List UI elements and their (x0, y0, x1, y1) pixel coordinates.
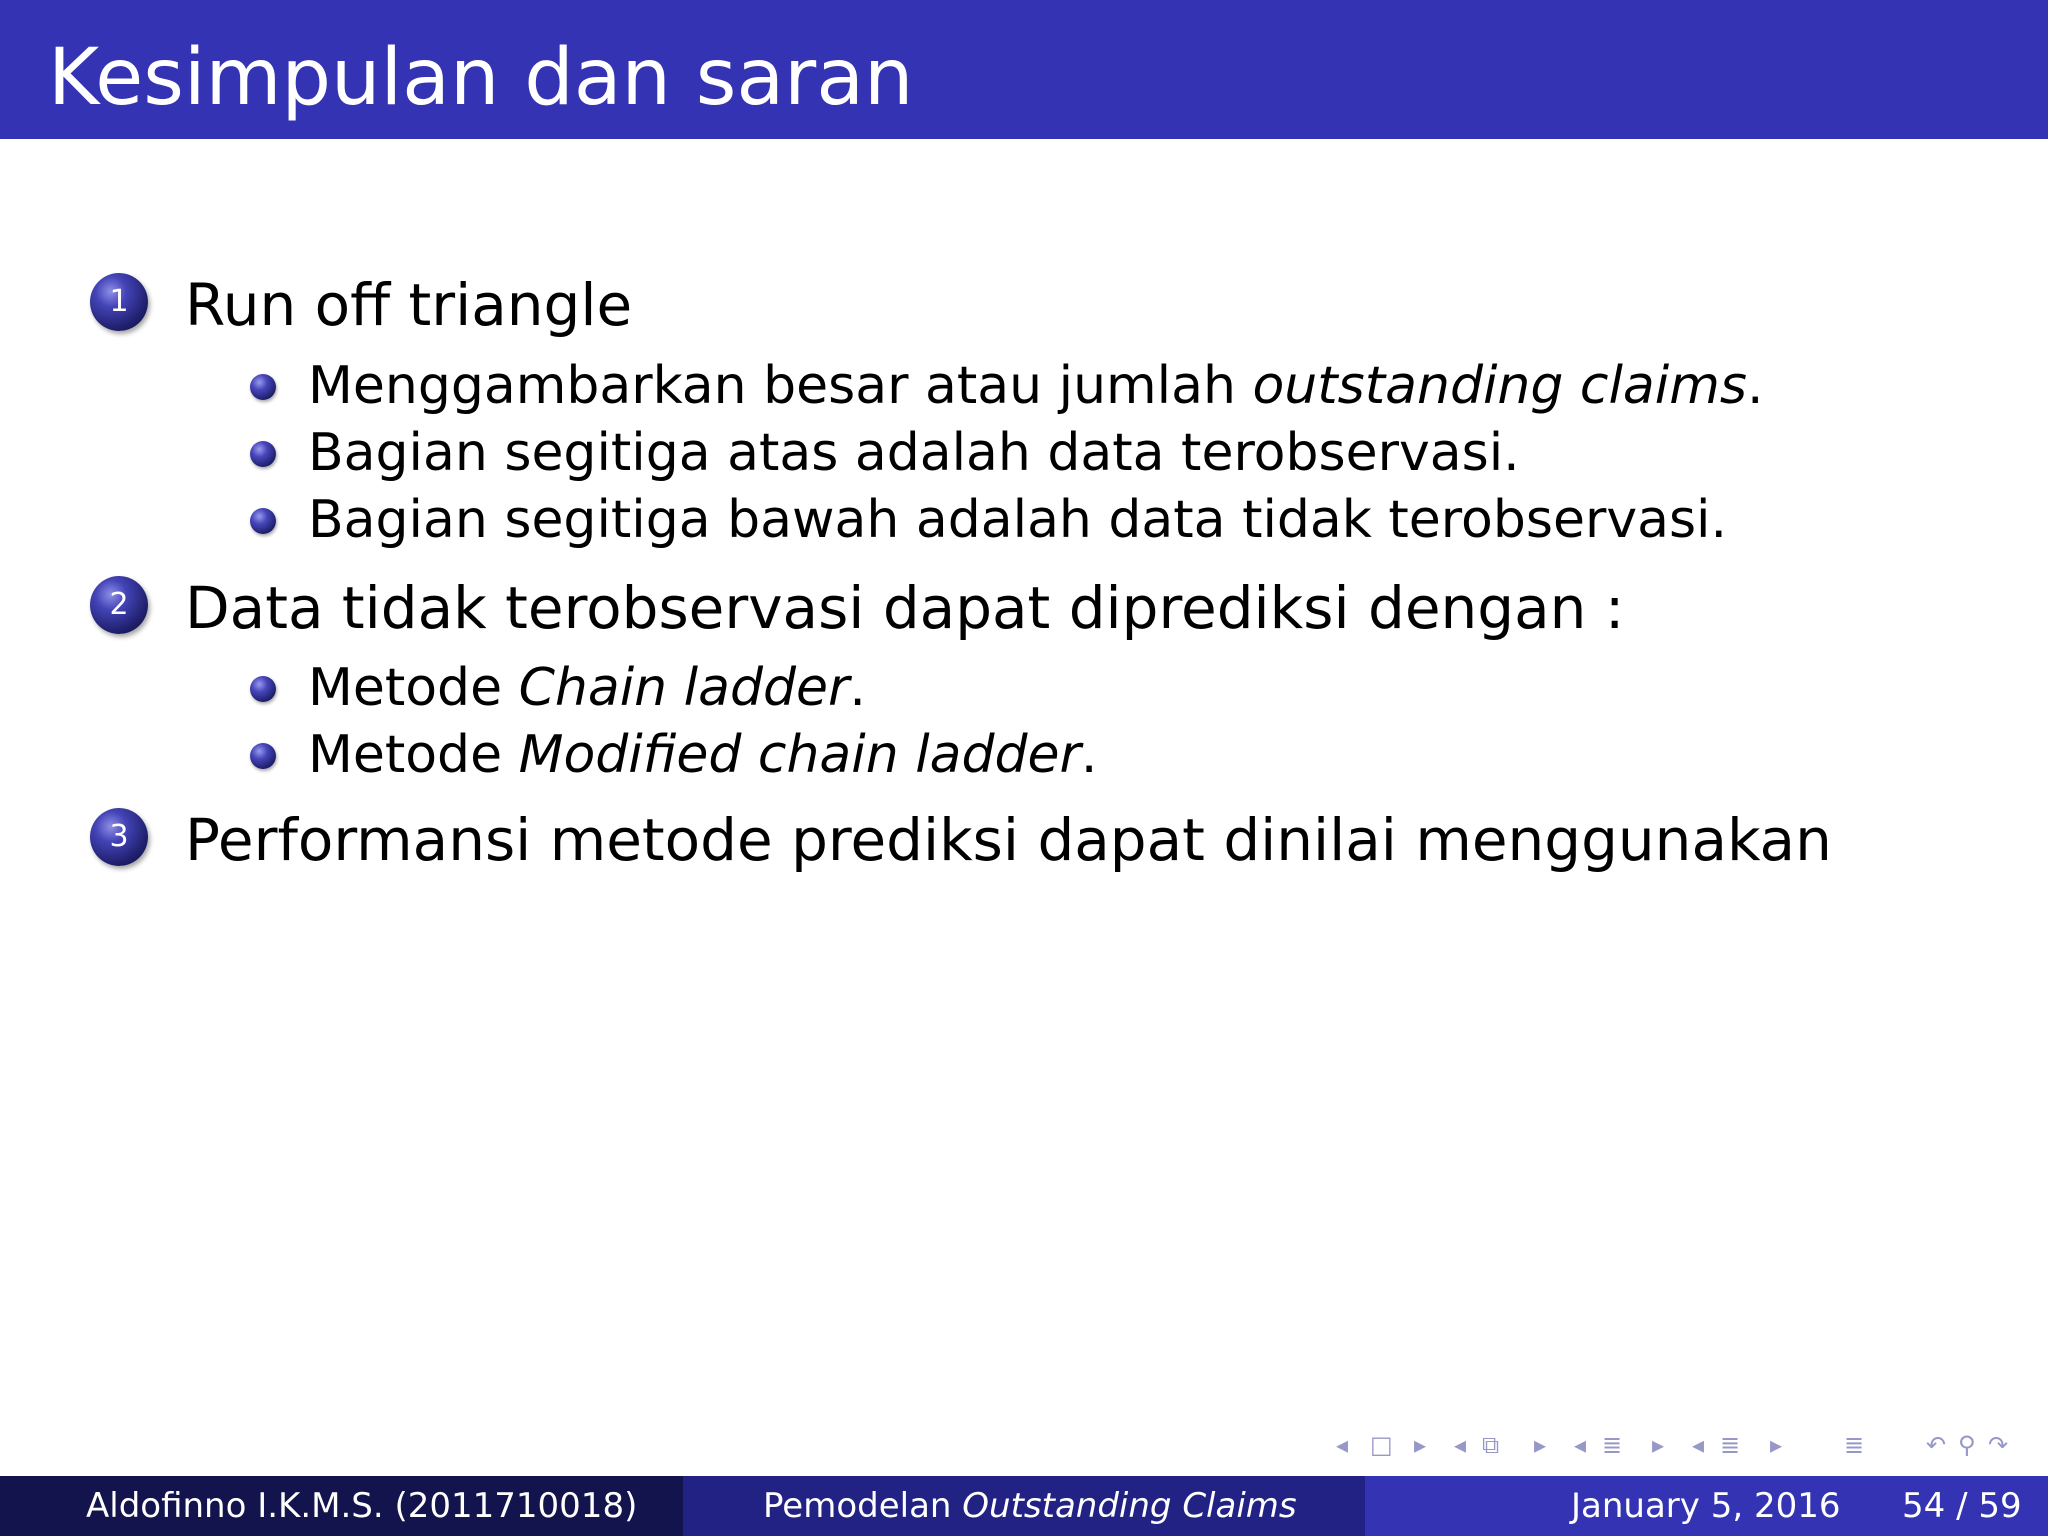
footer-title-panel (683, 1476, 1365, 1536)
subsection-icon[interactable]: ⧉ (1482, 1431, 1500, 1459)
bullet-icon (250, 676, 276, 702)
sub-item-text: Bagian segitiga atas adalah data terobservasi. (308, 423, 1520, 483)
footer-title-prefix: Pemodelan (763, 1486, 963, 1526)
bullet-icon (250, 441, 276, 467)
arrow-right-icon[interactable]: ▸ (1534, 1431, 1547, 1459)
sub-item-text: Metode Modified chain ladder. (308, 725, 1098, 785)
bullet-icon (250, 743, 276, 769)
bullet-icon (250, 374, 276, 400)
slide-title: Kesimpulan dan saran (48, 33, 914, 123)
sub-item-text: Metode Chain ladder. (308, 658, 866, 718)
arrow-left-icon[interactable]: ◂ (1692, 1431, 1705, 1459)
arrow-right-icon[interactable]: ▸ (1770, 1431, 1783, 1459)
arrow-left-icon[interactable]: ◂ (1336, 1431, 1349, 1459)
section-icon[interactable]: ≣ (1602, 1431, 1623, 1459)
footer-author-panel (0, 1476, 683, 1536)
redo-icon[interactable]: ↷ (1988, 1431, 2009, 1459)
search-icon[interactable]: ⚲ (1958, 1431, 1976, 1459)
footer-title-italic: Outstanding Claims (962, 1486, 1297, 1526)
enum-number-ball: 2 (90, 576, 148, 634)
footer-title (763, 1476, 1297, 1536)
document-icon[interactable]: ≣ (1720, 1431, 1741, 1459)
arrow-right-icon[interactable]: ▸ (1414, 1431, 1427, 1459)
sub-item-text: Menggambarkan besar atau jumlah outstanding claims. (308, 356, 1764, 416)
undo-icon[interactable]: ↶ (1926, 1431, 1947, 1459)
navigation-bar (1330, 1430, 2030, 1460)
footer (0, 1476, 2048, 1536)
footer-info-panel (1365, 1476, 2048, 1536)
arrow-left-icon[interactable]: ◂ (1574, 1431, 1587, 1459)
footer-author: Aldofinno I.K.M.S. (2011710018) (86, 1486, 638, 1526)
frame-icon[interactable]: □ (1370, 1431, 1393, 1459)
enum-number-ball: 1 (90, 273, 148, 331)
arrow-left-icon[interactable]: ◂ (1454, 1431, 1467, 1459)
enum-item-text: Performansi metode prediksi dapat dinilai menggunakan (185, 806, 1832, 874)
enum-item-text: Data tidak terobservasi dapat diprediksi dengan : (185, 574, 1625, 642)
footer-date: January 5, 2016 (1571, 1486, 1841, 1526)
page-number: 54 / 59 (1902, 1486, 2022, 1526)
arrow-right-icon[interactable]: ▸ (1652, 1431, 1665, 1459)
sub-item-text: Bagian segitiga bawah adalah data tidak terobservasi. (308, 490, 1728, 550)
bullet-icon (250, 508, 276, 534)
outline-icon[interactable]: ≣ (1844, 1431, 1865, 1459)
enum-item-text: Run off triangle (185, 271, 633, 339)
enum-number-ball: 3 (90, 808, 148, 866)
